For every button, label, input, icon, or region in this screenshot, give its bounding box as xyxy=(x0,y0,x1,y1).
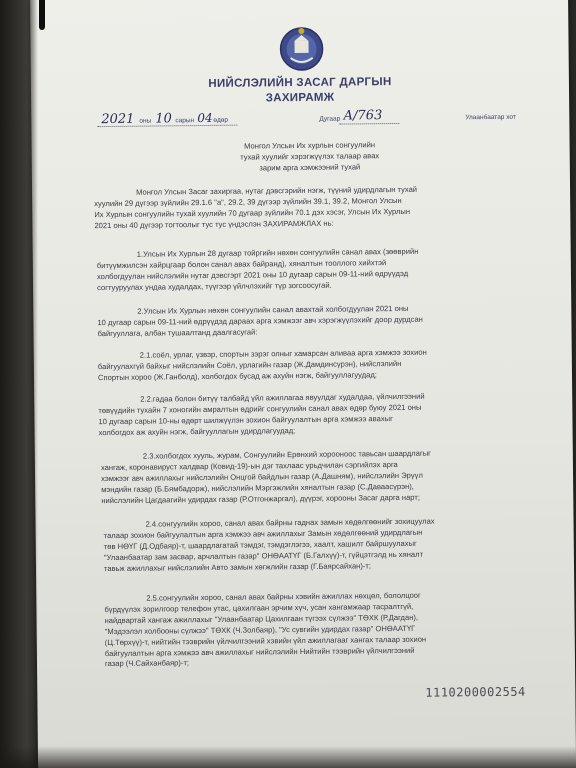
date-year-suffix: оны xyxy=(139,117,152,125)
date-day-suffix: өдөр xyxy=(213,116,228,124)
item-1-paragraph: 1.Улсын Их Хурлын 28 дугаар тойргийн нөхөн сонгуулийн санал авах (зөөврийн битүүмжилсэн хайрцгаар болон санал авах байранд), хяналтын тооллого хийхтэй холбогдуулан нийслэлийн нутаг дэвсгэрт 2021 оны 10 дугаар сарын 09-11-ний өдрүүдэд согтууруулах ундаа худалдах, түүгээр үйлчлэхийг түр зогсоосугай. xyxy=(96,246,419,292)
document-page xyxy=(30,0,576,768)
preamble-paragraph: Монгол Улсын Засаг захиргаа, нутаг дэвсгэрийн нэгж, түүний удирдлагын тухай хуулийн 29 дүгээр зүйлийн 29.1.6 "а", 29.2, 39 дүгээр зүйлийн 39.1, 39.2, Монгол Улсын Их Хурлын сонгуулийн тухай хуулийн 70 дугаар зүйлийн 70.1 дэх хэсэг, Улсын Их Хурлын 2021 оны 40 дүгээр тогтоолыг тус тус үндэслэн ЗАХИРАМЖЛАХ нь: xyxy=(94,184,418,230)
date-underline xyxy=(97,125,237,127)
pen-tip xyxy=(39,0,45,30)
document-type: ЗАХИРАМЖ xyxy=(265,91,335,105)
issuer-name: НИЙСЛЭЛИЙН ЗАСАГ ДАРГЫН xyxy=(208,76,392,90)
date-year: 2021 xyxy=(101,111,135,128)
place-name: Улаанбаатар хот xyxy=(465,113,516,122)
date-month: 10 xyxy=(155,111,172,127)
date-day: 04 xyxy=(197,110,213,126)
number-underline xyxy=(339,123,399,125)
number-label: Дугаар xyxy=(319,115,341,123)
document-title xyxy=(200,139,420,174)
item-2-paragraph: 2.Улсын Их Хурлын нөхөн сонгуулийн санал авахтай холбогдуулан 2021 оны 10 дугаар сарын 09-11-ний өдрүүдэд дараах арга хэмжээг авч хэрэгжүүлэхийг доор дурдсан байгууллага, албан тушаалтанд даалгасугай: xyxy=(97,303,423,338)
date-month-suffix: сарын xyxy=(175,117,195,125)
state-emblem-icon xyxy=(276,26,326,75)
number-value: А/763 xyxy=(343,108,383,124)
title-line: Монгол Улсын Их хурлын сонгуулийн xyxy=(244,140,376,151)
item-2-4-paragraph: 2.4.сонгуулийн хороо, санал авах байрны гаднах замын хөдөлгөөнийг зохицуулах талаар зохион байгуулалтын арга хэмжээ авч ажиллахыг Замын хөдөлгөөний удирдлагын төв НӨҮГ (Д.Одбаяр)-т, шаардлагатай тэмдэг, тэмдэглэгээ, хаалт, хашилт байршуулахыг "Улаанбаатар зам засвар, арчлалтын газар" ОНӨААТҮГ (Б.Галхүү)-т, гүйцэтгэлд нь хяналт тавьж ажиллахыг нийслэлийн Авто замын хөгжлийн газар (Г.Баярсайхан)-т; xyxy=(103,516,435,573)
item-2-1-paragraph: 2.1.соёл, урлаг, үзвэр, спортын зэрэг олныг хамарсан аливаа арга хэмжээ зохион байгуулахгүй байхыг нийслэлийн Соёл, урлагийн газар (Ж.Дамдинсүрэн), нийслэлийн Спортын хороо (Ж.Ганболд), холбогдох бусад аж ахуйн нэгж, байгууллагуудад; xyxy=(97,347,427,382)
left-shadow xyxy=(0,0,38,768)
item-2-2-paragraph: 2.2.гадаа болон битүү талбайд үйл ажиллагаа явуулдаг худалдаа, үйлчилгээний төвүүдийн тухайн 7 хоногийн амралтын өдрийг сонгуулийн санал авах өдөр буюу 2021 оны 10 дугаар сарын 10-ны өдөрт шилжүүлэн зохион байгуулалтын арга хэмжээ авахыг холбогдох аж ахуйн нэгж, байгууллагын удирдлагуудад; xyxy=(98,391,425,437)
title-line: тухай хуулийг хэрэгжүүлэх талаар авах xyxy=(240,151,380,162)
item-2-3-paragraph: 2.3.холбогдох хууль, журам, Сонгуулийн Ерөнхий хорооноос тавьсан шаардлагыг хангаж, коронавируст халдвар (Ковид-19)-ын дэг тахлаас урьдчилан сэргийлэх арга хэмжээг авч ажиллахыг нийслэлийн Онцгой байдлын газар (А.Дашням), нийслэлийн Эрүүл мэндийн газар (Б.Бямбадорж), нийслэлийн Мэргэжлийн хяналтын газар (С.Даваасүрэн), нийслэлийн Цагдаагийн удирдах газар (Р.Отгонжаргал), дүүрэг, хорооны Засаг дарга нарт; xyxy=(100,448,431,505)
serial-number: 1110200002554 xyxy=(425,684,526,700)
bottom-shadow xyxy=(0,746,576,768)
title-line: зарим арга хэмжээний тухай xyxy=(259,162,361,173)
item-2-5-paragraph: 2.5.сонгуулийн хороо, санал авах байрны хэвийн ажиллах нөхцөл, бололцоог бүрдүүлэх зорилгоор телефон утас, цахилгаан эрчим хүч, усан хангамжаар тасралтгүй, найдвартай хангаж ажиллахыг "Улаанбаатар Цахилгаан түгээх сүлжээ" ТӨХК (Р.Дагдан), "Мэдээлэл холбооны сүлжээ" ТӨХК (Ч.Золбаяр), "Ус сувгийн удирдах газар" ОНӨААТҮГ (Ц.Төрхүү)-т, нийтийн тээврийн үйлчилгээний хэвийн үйл ажиллагааг хангах талаар зохион байгуулалтын арга хэмжээ авч ажиллахыг нийслэлийн Нийтийн тээврийн үйлчилгээний газар (Ч.Сайханбаяр)-т; xyxy=(104,590,427,669)
date-number-row xyxy=(31,107,569,133)
